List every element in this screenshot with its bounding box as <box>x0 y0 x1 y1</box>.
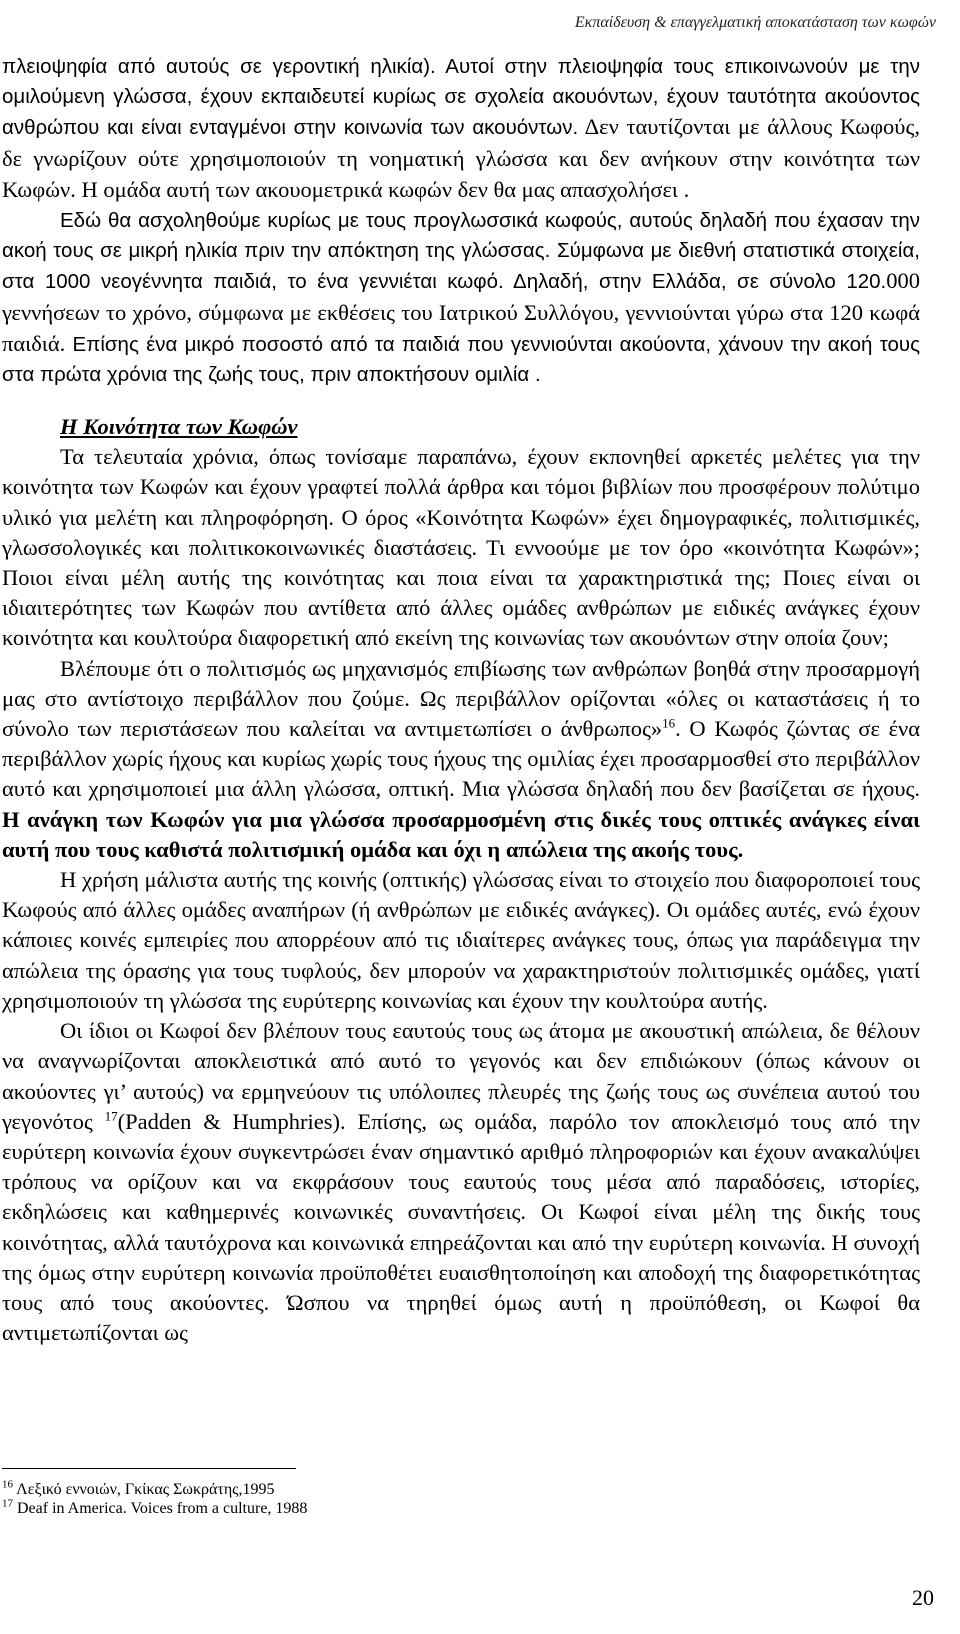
paragraph-culture-survival <box>2 654 920 865</box>
footnote-ref: 17 <box>104 1108 118 1124</box>
footnote-item <box>2 1499 307 1518</box>
paragraph-deafness-groups <box>2 52 920 206</box>
paragraph-text: Δεν ταυτίζονται με άλλους Κωφούς, δε γνωρίζουν ούτε χρησιμοποιούν τη νοηματική γλώσσα και δεν ανήκουν στην κοινότητα των Κωφών. Η ομάδα αυτή των ακουομετρικά κωφών δεν θα μας απασχολήσει . <box>2 114 920 202</box>
footnote-item <box>2 1480 307 1499</box>
paragraph-text: Οι ίδιοι οι Κωφοί δεν βλέπουν τους εαυτούς τους ως άτομα με ακουστική απώλεια, δε θέλουν να αναγνωρίζονται αποκλειστικά από αυτό το γεγονός και δεν επιδιώκουν (όπως κάνουν οι ακούοντες γι’ αυτούς) να ερμηνεύουν τις υπόλοιπες πλευρές της ζωής τους ως συνέπεια αυτού του γεγονότος <box>2 1018 920 1134</box>
paragraph-text: (Padden & Humphries). Επίσης, ως ομάδα, παρόλο τον αποκλεισμό τους από την ευρύτερη κοινωνία έχουν συγκεντρώσει έναν σημαντικό αριθμό πληροφοριών και έχουν ανακαλύψει τρόπους να ορίζουν και να εκφράσουν τους εαυτούς τους μέσα από παραδόσεις, ιστορίες, εκδηλώσεις και καθημερινές κοινωνικές συναντήσεις. Οι Κωφοί είναι μέλη της δικής τους κοινότητας, αλλά ταυτόχρονα και κοινωνικά επηρεάζονται και από την ευρύτερη κοινωνία. Η συνοχή της όμως στην ευρύτερη κοινωνία προϋποθέτει ευαισθητοποίηση και αποδοχή της διαφορετικότητας τους από τους ακούοντες. Ώσπου να τηρηθεί όμως αυτή η προϋπόθεση, οι Κωφοί θα αντιμετωπίζονται ως <box>2 1108 920 1346</box>
footnote-number: 17 <box>2 1497 13 1510</box>
document-body <box>2 52 920 1348</box>
paragraph-self-identity <box>2 1016 920 1348</box>
paragraph-text: Εδώ θα ασχοληθούμε κυρίως με τους προγλωσσικά κωφούς, αυτούς δηλαδή που έχασαν την ακοή τους σε μικρή ηλικία πριν την απόκτηση της γλώσσας. <box>2 209 920 263</box>
paragraph-deaf-community: Τα τελευταία χρόνια, όπως τονίσαμε παραπάνω, έχουν εκπονηθεί αρκετές μελέτες για την κοινότητα των Κωφών και έχουν γραφτεί πολλά άρθρα και τόμοι βιβλίων που προσφέρουν πολύτιμο υλικό για μελέτη και πληροφόρηση. Ο όρος «Κοινότητα Κωφών» έχει δημογραφικές, πολιτισμικές, γλωσσολογικές και πολιτικοκοινωνικές διαστάσεις. Τι εννοούμε με τον όρο «κοινότητα Κωφών»; Ποιοι είναι μέλη αυτής της κοινότητας και ποια είναι τα χαρακτηριστικά της; Ποιες είναι οι ιδιαιτερότητες των Κωφών που αντίθετα από άλλες ομάδες ανθρώπων με ειδικές ανάγκες έχουν κοινότητα και κουλτούρα διαφορετική από εκείνη της κοινωνίας των ακουόντων στην οποία ζουν; <box>2 444 920 651</box>
footnote-text: Λεξικό εννοιών, Γκίκας Σωκράτης,1995 <box>16 1481 275 1498</box>
emphasized-text: Η ανάγκη των Κωφών για μια γλώσσα προσαρμοσμένη στις δικές τους οπτικές ανάγκες είναι αυτή που τους καθιστά πολιτισμική ομάδα και όχι η απώλεια της ακοής τους. <box>2 806 920 862</box>
running-header: Εκπαίδευση & επαγγελματική αποκατάσταση των κωφών <box>574 14 936 31</box>
footnote-separator <box>2 1468 296 1469</box>
page-number: 20 <box>912 1585 934 1610</box>
footnote-ref: 16 <box>662 715 676 731</box>
paragraph-text: Βλέπουμε ότι ο πολιτισμός ως μηχανισμός επιβίωσης των ανθρώπων βοηθά στην προσαρμογή μας στο αντίστοιχο περιβάλλον που ζούμε. Ως περιβάλλον ορίζονται «όλες οι καταστάσεις ή το σύνολο των περιστάσεων που καλείται να αντιμετωπίσει ο άνθρωπος» <box>2 655 920 742</box>
paragraph-visual-language: Η χρήση μάλιστα αυτής της κοινής (οπτικής) γλώσσας είναι το στοιχείο που διαφοροποιεί τους Κωφούς από άλλες ομάδες αναπήρων (ή ανθρώπων με ειδικές ανάγκες). Οι ομάδες αυτές, ενώ έχουν κάποιες κοινές εμπειρίες που απορρέουν από τις ιδιαίτερες ανάγκες τους, όπως για παράδειγμα την απώλεια της όρασης για τους τυφλούς, δεν μπορούν να χαρακτηριστούν πολιτισμικές ομάδες, γιατί χρησιμοποιούν τη γλώσσα της ευρύτερης κοινωνίας και έχουν την κουλτούρα αυτής. <box>2 867 920 1013</box>
section-heading: Η Κοινότητα των Κωφών <box>60 414 298 440</box>
footnote-number: 16 <box>2 1478 13 1491</box>
paragraph-text: 000 γεννήσεων το χρόνο, σύμφωνα με εκθέσεις του Ιατρικού Συλλόγου, γεννιούνται γύρω στα 120 κωφά παιδιά. <box>2 268 920 356</box>
paragraph-text: Σύμφωνα με διεθνή στατιστικά στοιχεία, στα 1000 νεογέννητα παιδιά, το ένα γεννιέται κωφό. Δηλαδή, στην Ελλάδα, σε σύνολο 120. <box>2 239 920 294</box>
footnote-text: Deaf in America. Voices from a culture, 1988 <box>17 1500 308 1517</box>
paragraph-text: . Ο Κωφός ζώντας σε ένα περιβάλλον χωρίς ήχους και κυρίως χωρίς τους ήχους της ομιλίας έχει προσαρμοσθεί στο περιβάλλον αυτό και χρησιμοποιεί μια άλλη γλώσσα, οπτική. Μια γλώσσα δηλαδή που δεν βασίζεται σε ήχους. <box>2 716 920 802</box>
footnotes <box>2 1480 307 1518</box>
paragraph-text: πλειοψηφία από αυτούς σε γεροντική ηλικία). Αυτοί στην πλειοψηφία τους επικοινωνούν με την ομιλούμενη γλώσσα, έχουν εκπαιδευτεί κυρίως σε σχολεία ακουόντων, έχουν ταυτότητα ακούοντος ανθρώπου και είναι ενταγμένοι στην κοινωνία των ακουόντων. <box>2 55 920 140</box>
paragraph-prelingual-deaf <box>2 206 920 390</box>
paragraph-text: Επίσης ένα μικρό ποσοστό από τα παιδιά που γεννιούνται ακούοντα, χάνουν την ακοή τους στα πρώτα χρόνια της ζωής τους, πριν αποκτήσουν ομιλία . <box>2 332 920 387</box>
